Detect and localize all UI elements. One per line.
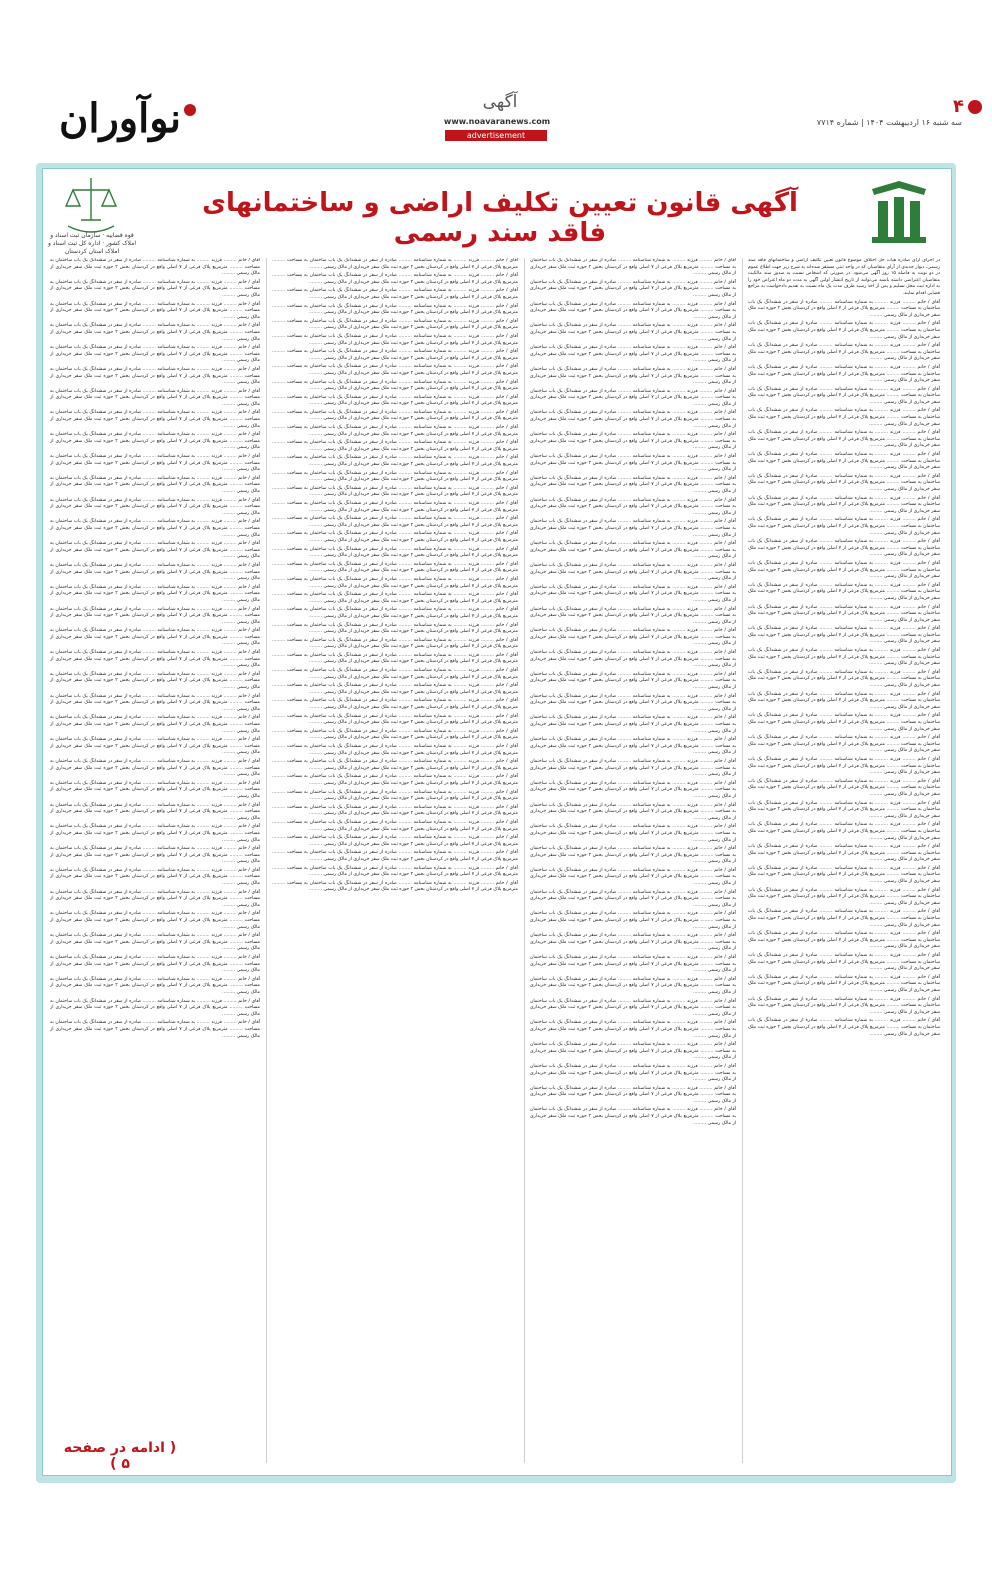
notice-entry: آقای / خانم ......... فرزند ......... به شماره شناسنامه ......... صادره از سقز در ششدانگ یک باب ساختمان به مساحت ......... مترمربع پلاک فرعی از ۷ اصلی واقع در کردستان بخش ۲ حوزه ثبت ملک سقز خریداری از مالک رسمی ......... [748,473,940,492]
notice-entry: آقای / خانم ......... فرزند ......... به شماره شناسنامه ......... صادره از سقز در ششدانگ یک باب ساختمان به مساحت ......... مترمربع پلاک فرعی از ۷ اصلی واقع در کردستان بخش ۲ حوزه ثبت ملک سقز خریداری از مالک رسمی ......... [50,802,260,821]
masthead [0,0,992,150]
notice-entry: آقای / خانم ......... فرزند ......... به شماره شناسنامه ......... صادره از سقز در ششدانگ یک باب ساختمان به مساحت ......... مترمربع پلاک فرعی از ۷ اصلی واقع در کردستان بخش ۲ حوزه ثبت ملک سقز خریداری از مالک رسمی ......... [272,546,518,559]
notice-entry: آقای / خانم ......... فرزند ......... به شماره شناسنامه ......... صادره از سقز در ششدانگ یک باب ساختمان به مساحت ......... مترمربع پلاک فرعی از ۷ اصلی واقع در کردستان بخش ۲ حوزه ثبت ملک سقز خریداری از مالک رسمی ......... [50,889,260,908]
notice-entry: آقای / خانم ......... فرزند ......... به شماره شناسنامه ......... صادره از سقز در ششدانگ یک باب ساختمان به مساحت ......... مترمربع پلاک فرعی از ۷ اصلی واقع در کردستان بخش ۲ حوزه ثبت ملک سقز خریداری از مالک رسمی ......... [530,323,736,342]
notice-entry: آقای / خانم ......... فرزند ......... به شماره شناسنامه ......... صادره از سقز در ششدانگ یک باب ساختمان به مساحت ......... مترمربع پلاک فرعی از ۷ اصلی واقع در کردستان بخش ۲ حوزه ثبت ملک سقز خریداری از مالک رسمی ......... [748,430,940,449]
notice-entry: آقای / خانم ......... فرزند ......... به شماره شناسنامه ......... صادره از سقز در ششدانگ یک باب ساختمان به مساحت ......... مترمربع پلاک فرعی از ۷ اصلی واقع در کردستان بخش ۲ حوزه ثبت ملک سقز خریداری از مالک رسمی ......... [272,698,518,711]
notice-entry: آقای / خانم ......... فرزند ......... به شماره شناسنامه ......... صادره از سقز در ششدانگ یک باب ساختمان به مساحت ......... مترمربع پلاک فرعی از ۷ اصلی واقع در کردستان بخش ۲ حوزه ثبت ملک سقز خریداری از مالک رسمی ......... [530,889,736,908]
notice-entry: آقای / خانم ......... فرزند ......... به شماره شناسنامه ......... صادره از سقز در ششدانگ یک باب ساختمان به مساحت ......... مترمربع پلاک فرعی از ۷ اصلی واقع در کردستان بخش ۲ حوزه ثبت ملک سقز خریداری از مالک رسمی ......... [530,1020,736,1039]
notice-entry: آقای / خانم ......... فرزند ......... به شماره شناسنامه ......... صادره از سقز در ششدانگ یک باب ساختمان به مساحت ......... مترمربع پلاک فرعی از ۷ اصلی واقع در کردستان بخش ۲ حوزه ثبت ملک سقز خریداری از مالک رسمی ......... [530,867,736,887]
notice-entry: آقای / خانم ......... فرزند ......... به شماره شناسنامه ......... صادره از سقز در ششدانگ یک باب ساختمان به مساحت ......... مترمربع پلاک فرعی از ۷ اصلی واقع در کردستان بخش ۲ حوزه ثبت ملک سقز خریداری از مالک رسمی ......... [50,475,260,494]
advertisement-label: advertisement [445,130,547,141]
notice-entry: آقای / خانم ......... فرزند ......... به شماره شناسنامه ......... صادره از سقز در ششدانگ یک باب ساختمان به مساحت ......... مترمربع پلاک فرعی از ۷ اصلی واقع در کردستان بخش ۲ حوزه ثبت ملک سقز خریداری از مالک رسمی ......... [530,519,736,538]
notice-entry: آقای / خانم ......... فرزند ......... به شماره شناسنامه ......... صادره از سقز در ششدانگ یک باب ساختمان به مساحت ......... مترمربع پلاک فرعی از ۷ اصلی واقع در کردستان بخش ۲ حوزه ثبت ملک سقز خریداری از مالک رسمی ......... [50,867,260,887]
notice-entry: آقای / خانم ......... فرزند ......... به شماره شناسنامه ......... صادره از سقز در ششدانگ یک باب ساختمان به مساحت ......... مترمربع پلاک فرعی از ۷ اصلی واقع در کردستان بخش ۲ حوزه ثبت ملک سقز خریداری از مالک رسمی ......... [272,409,518,422]
notice-column-3 [272,258,518,1468]
website-url[interactable]: www.noavaranews.com [443,117,551,126]
notice-entry: آقای / خانم ......... فرزند ......... به شماره شناسنامه ......... صادره از سقز در ششدانگ یک باب ساختمان به مساحت ......... مترمربع پلاک فرعی از ۷ اصلی واقع در کردستان بخش ۲ حوزه ثبت ملک سقز خریداری از مالک رسمی ......... [748,604,940,623]
notice-entry: آقای / خانم ......... فرزند ......... به شماره شناسنامه ......... صادره از سقز در ششدانگ یک باب ساختمان به مساحت ......... مترمربع پلاک فرعی از ۷ اصلی واقع در کردستان بخش ۲ حوزه ثبت ملک سقز خریداری از مالک رسمی ......... [50,388,260,407]
notice-entry: آقای / خانم ......... فرزند ......... به شماره شناسنامه ......... صادره از سقز در ششدانگ یک باب ساختمان به مساحت ......... مترمربع پلاک فرعی از ۷ اصلی واقع در کردستان بخش ۲ حوزه ثبت ملک سقز خریداری از مالک رسمی ......... [530,454,736,473]
notice-entry: آقای / خانم ......... فرزند ......... به شماره شناسنامه ......... صادره از سقز در ششدانگ یک باب ساختمان به مساحت ......... مترمربع پلاک فرعی از ۷ اصلی واقع در کردستان بخش ۲ حوزه ثبت ملک سقز خریداری از مالک رسمی ......... [50,758,260,778]
notice-entry: آقای / خانم ......... فرزند ......... به شماره شناسنامه ......... صادره از سقز در ششدانگ یک باب ساختمان به مساحت ......... مترمربع پلاک فرعی از ۷ اصلی واقع در کردستان بخش ۲ حوزه ثبت ملک سقز خریداری از مالک رسمی ......... [272,865,518,878]
notice-entry: آقای / خانم ......... فرزند ......... به شماره شناسنامه ......... صادره از سقز در ششدانگ یک باب ساختمان به مساحت ......... مترمربع پلاک فرعی از ۷ اصلی واقع در کردستان بخش ۲ حوزه ثبت ملک سقز خریداری از مالک رسمی ......... [50,454,260,473]
notice-entry: آقای / خانم ......... فرزند ......... به شماره شناسنامه ......... صادره از سقز در ششدانگ یک باب ساختمان به مساحت ......... مترمربع پلاک فرعی از ۷ اصلی واقع در کردستان بخش ۲ حوزه ثبت ملک سقز خریداری از مالک رسمی ......... [530,301,736,320]
notice-entry: آقای / خانم ......... فرزند ......... به شماره شناسنامه ......... صادره از سقز در ششدانگ یک باب ساختمان به مساحت ......... مترمربع پلاک فرعی از ۷ اصلی واقع در کردستان بخش ۲ حوزه ثبت ملک سقز خریداری از مالک رسمی ......... [530,1042,736,1061]
notice-entry: آقای / خانم ......... فرزند ......... به شماره شناسنامه ......... صادره از سقز در ششدانگ یک باب ساختمان به مساحت ......... مترمربع پلاک فرعی از ۷ اصلی واقع در کردستان بخش ۲ حوزه ثبت ملک سقز خریداری از مالک رسمی ......... [530,410,736,429]
notice-entry: آقای / خانم ......... فرزند ......... به شماره شناسنامه ......... صادره از سقز در ششدانگ یک باب ساختمان به مساحت ......... مترمربع پلاک فرعی از ۷ اصلی واقع در کردستان بخش ۲ حوزه ثبت ملک سقز خریداری از مالک رسمی ......... [272,576,518,589]
notice-entry: آقای / خانم ......... فرزند ......... به شماره شناسنامه ......... صادره از سقز در ششدانگ یک باب ساختمان به مساحت ......... مترمربع پلاک فرعی از ۷ اصلی واقع در کردستان بخش ۲ حوزه ثبت ملک سقز خریداری از مالک رسمی ......... [272,425,518,437]
notice-entry: آقای / خانم ......... فرزند ......... به شماره شناسنامه ......... صادره از سقز در ششدانگ یک باب ساختمان به مساحت ......... مترمربع پلاک فرعی از ۷ اصلی واقع در کردستان بخش ۲ حوزه ثبت ملک سقز خریداری از مالک رسمی ......... [272,789,518,802]
notice-entry: آقای / خانم ......... فرزند ......... به شماره شناسنامه ......... صادره از سقز در ششدانگ یک باب ساختمان به مساحت ......... مترمربع پلاک فرعی از ۷ اصلی واقع در کردستان بخش ۲ حوزه ثبت ملک سقز خریداری از مالک رسمی ......... [530,955,736,974]
notice-entry: آقای / خانم ......... فرزند ......... به شماره شناسنامه ......... صادره از سقز در ششدانگ یک باب ساختمان به مساحت ......... مترمربع پلاک فرعی از ۷ اصلی واقع در کردستان بخش ۲ حوزه ثبت ملک سقز خریداری از مالک رسمی ......... [530,846,736,865]
notice-entry: آقای / خانم ......... فرزند ......... به شماره شناسنامه ......... صادره از سقز در ششدانگ یک باب ساختمان به مساحت ......... مترمربع پلاک فرعی از ۷ اصلی واقع در کردستان بخش ۲ حوزه ثبت ملک سقز خریداری از مالک رسمی ......... [748,321,940,340]
notice-entry: آقای / خانم ......... فرزند ......... به شماره شناسنامه ......... صادره از سقز در ششدانگ یک باب ساختمان به مساحت ......... مترمربع پلاک فرعی از ۷ اصلی واقع در کردستان بخش ۲ حوزه ثبت ملک سقز خریداری از مالک رسمی ......... [530,671,736,691]
notice-entry: آقای / خانم ......... فرزند ......... به شماره شناسنامه ......... صادره از سقز در ششدانگ یک باب ساختمان به مساحت ......... مترمربع پلاک فرعی از ۷ اصلی واقع در کردستان بخش ۲ حوزه ثبت ملک سقز خریداری از مالک رسمی ......... [530,911,736,930]
notice-entry: آقای / خانم ......... فرزند ......... به شماره شناسنامه ......... صادره از سقز در ششدانگ یک باب ساختمان به مساحت ......... مترمربع پلاک فرعی از ۷ اصلی واقع در کردستان بخش ۲ حوزه ثبت ملک سقز خریداری از مالک رسمی ......... [530,998,736,1017]
notice-entry: آقای / خانم ......... فرزند ......... به شماره شناسنامه ......... صادره از سقز در ششدانگ یک باب ساختمان به مساحت ......... مترمربع پلاک فرعی از ۷ اصلی واقع در کردستان بخش ۲ حوزه ثبت ملک سقز خریداری از مالک رسمی ......... [272,759,518,771]
notice-entry: آقای / خانم ......... فرزند ......... به شماره شناسنامه ......... صادره از سقز در ششدانگ یک باب ساختمان به مساحت ......... مترمربع پلاک فرعی از ۷ اصلی واقع در کردستان بخش ۲ حوزه ثبت ملک سقز خریداری از مالک رسمی ......... [50,432,260,451]
notice-entry: آقای / خانم ......... فرزند ......... به شماره شناسنامه ......... صادره از سقز در ششدانگ یک باب ساختمان به مساحت ......... مترمربع پلاک فرعی از ۷ اصلی واقع در کردستان بخش ۲ حوزه ثبت ملک سقز خریداری از مالک رسمی ......... [530,345,736,364]
notice-entry: آقای / خانم ......... فرزند ......... به شماره شناسنامه ......... صادره از سقز در ششدانگ یک باب ساختمان به مساحت ......... مترمربع پلاک فرعی از ۷ اصلی واقع در کردستان بخش ۲ حوزه ثبت ملک سقز خریداری از مالک رسمی ......... [272,273,518,285]
notice-entry: آقای / خانم ......... فرزند ......... به شماره شناسنامه ......... صادره از سقز در ششدانگ یک باب ساختمان به مساحت ......... مترمربع پلاک فرعی از ۷ اصلی واقع در کردستان بخش ۲ حوزه ثبت ملک سقز خریداری از مالک رسمی ......... [530,758,736,778]
notice-entry: آقای / خانم ......... فرزند ......... به شماره شناسنامه ......... صادره از سقز در ششدانگ یک باب ساختمان به مساحت ......... مترمربع پلاک فرعی از ۷ اصلی واقع در کردستان بخش ۲ حوزه ثبت ملک سقز خریداری از مالک رسمی ......... [50,366,260,386]
notice-entry: آقای / خانم ......... فرزند ......... به شماره شناسنامه ......... صادره از سقز در ششدانگ یک باب ساختمان به مساحت ......... مترمربع پلاک فرعی از ۷ اصلی واقع در کردستان بخش ۲ حوزه ثبت ملک سقز خریداری از مالک رسمی ......... [530,258,736,277]
organization-caption: قوه قضاییه · سازمان ثبت اسناد و املاک کشور · اداره کل ثبت اسناد و املاک استان کردستان [47,232,137,255]
notice-entry: آقای / خانم ......... فرزند ......... به شماره شناسنامه ......... صادره از سقز در ششدانگ یک باب ساختمان به مساحت ......... مترمربع پلاک فرعی از ۷ اصلی واقع در کردستان بخش ۲ حوزه ثبت ملک سقز خریداری از مالک رسمی ......... [748,560,940,580]
notice-entry: آقای / خانم ......... فرزند ......... به شماره شناسنامه ......... صادره از سقز در ششدانگ یک باب ساختمان به مساحت ......... مترمربع پلاک فرعی از ۷ اصلی واقع در کردستان بخش ۲ حوزه ثبت ملک سقز خریداری از مالک رسمی ......... [50,693,260,712]
notice-entry: آقای / خانم ......... فرزند ......... به شماره شناسنامه ......... صادره از سقز در ششدانگ یک باب ساختمان به مساحت ......... مترمربع پلاک فرعی از ۷ اصلی واقع در کردستان بخش ۲ حوزه ثبت ملک سقز خریداری از مالک رسمی ......... [272,485,518,498]
notice-entry: آقای / خانم ......... فرزند ......... به شماره شناسنامه ......... صادره از سقز در ششدانگ یک باب ساختمان به مساحت ......... مترمربع پلاک فرعی از ۷ اصلی واقع در کردستان بخش ۲ حوزه ثبت ملک سقز خریداری از مالک رسمی ......... [748,996,940,1015]
notice-column-2 [530,258,736,1468]
notice-entry: آقای / خانم ......... فرزند ......... به شماره شناسنامه ......... صادره از سقز در ششدانگ یک باب ساختمان به مساحت ......... مترمربع پلاک فرعی از ۷ اصلی واقع در کردستان بخش ۲ حوزه ثبت ملک سقز خریداری از مالک رسمی ......... [748,582,940,601]
notice-entry: آقای / خانم ......... فرزند ......... به شماره شناسنامه ......... صادره از سقز در ششدانگ یک باب ساختمان به مساحت ......... مترمربع پلاک فرعی از ۷ اصلی واقع در کردستان بخش ۲ حوزه ثبت ملک سقز خریداری از مالک رسمی ......... [748,299,940,318]
notice-entry: آقای / خانم ......... فرزند ......... به شماره شناسنامه ......... صادره از سقز در ششدانگ یک باب ساختمان به مساحت ......... مترمربع پلاک فرعی از ۷ اصلی واقع در کردستان بخش ۲ حوزه ثبت ملک سقز خریداری از مالک رسمی ......... [50,279,260,298]
notice-entry: آقای / خانم ......... فرزند ......... به شماره شناسنامه ......... صادره از سقز در ششدانگ یک باب ساختمان به مساحت ......... مترمربع پلاک فرعی از ۷ اصلی واقع در کردستان بخش ۲ حوزه ثبت ملک سقز خریداری از مالک رسمی ......... [748,953,940,972]
notice-entry: آقای / خانم ......... فرزند ......... به شماره شناسنامه ......... صادره از سقز در ششدانگ یک باب ساختمان به مساحت ......... مترمربع پلاک فرعی از ۷ اصلی واقع در کردستان بخش ۲ حوزه ثبت ملک سقز خریداری از مالک رسمی ......... [748,887,940,906]
notice-entry: آقای / خانم ......... فرزند ......... به شماره شناسنامه ......... صادره از سقز در ششدانگ یک باب ساختمان به مساحت ......... مترمربع پلاک فرعی از ۷ اصلی واقع در کردستان بخش ۲ حوزه ثبت ملک سقز خریداری از مالک رسمی ......... [748,778,940,797]
notice-entry: آقای / خانم ......... فرزند ......... به شماره شناسنامه ......... صادره از سقز در ششدانگ یک باب ساختمان به مساحت ......... مترمربع پلاک فرعی از ۷ اصلی واقع در کردستان بخش ۲ حوزه ثبت ملک سقز خریداری از مالک رسمی ......... [530,1063,736,1083]
notice-entry: آقای / خانم ......... فرزند ......... به شماره شناسنامه ......... صادره از سقز در ششدانگ یک باب ساختمان به مساحت ......... مترمربع پلاک فرعی از ۷ اصلی واقع در کردستان بخش ۲ حوزه ثبت ملک سقز خریداری از مالک رسمی ......... [50,606,260,625]
continued-on-page-label: ( ادامه در صفحه ۵ ) [63,1440,177,1472]
notice-entry: آقای / خانم ......... فرزند ......... به شماره شناسنامه ......... صادره از سقز در ششدانگ یک باب ساختمان به مساحت ......... مترمربع پلاک فرعی از ۷ اصلی واقع در کردستان بخش ۲ حوزه ثبت ملک سقز خریداری از مالک رسمی ......... [272,622,518,635]
notice-entry: آقای / خانم ......... فرزند ......... به شماره شناسنامه ......... صادره از سقز در ششدانگ یک باب ساختمان به مساحت ......... مترمربع پلاک فرعی از ۷ اصلی واقع در کردستان بخش ۲ حوزه ثبت ملک سقز خریداری از مالک رسمی ......... [50,628,260,647]
notice-entry: آقای / خانم ......... فرزند ......... به شماره شناسنامه ......... صادره از سقز در ششدانگ یک باب ساختمان به مساحت ......... مترمربع پلاک فرعی از ۷ اصلی واقع در کردستان بخش ۲ حوزه ثبت ملک سقز خریداری از مالک رسمی ......... [50,410,260,429]
notice-entry: آقای / خانم ......... فرزند ......... به شماره شناسنامه ......... صادره از سقز در ششدانگ یک باب ساختمان به مساحت ......... مترمربع پلاک فرعی از ۷ اصلی واقع در کردستان بخش ۲ حوزه ثبت ملک سقز خریداری از مالک رسمی ......... [50,323,260,342]
notice-entry: آقای / خانم ......... فرزند ......... به شماره شناسنامه ......... صادره از سقز در ششدانگ یک باب ساختمان به مساحت ......... مترمربع پلاک فرعی از ۷ اصلی واقع در کردستان بخش ۲ حوزه ثبت ملک سقز خریداری از مالک رسمی ......... [272,744,518,756]
notice-entry: آقای / خانم ......... فرزند ......... به شماره شناسنامه ......... صادره از سقز در ششدانگ یک باب ساختمان به مساحت ......... مترمربع پلاک فرعی از ۷ اصلی واقع در کردستان بخش ۲ حوزه ثبت ملک سقز خریداری از مالک رسمی ......... [272,804,518,817]
notice-entry: آقای / خانم ......... فرزند ......... به شماره شناسنامه ......... صادره از سقز در ششدانگ یک باب ساختمان به مساحت ......... مترمربع پلاک فرعی از ۷ اصلی واقع در کردستان بخش ۲ حوزه ثبت ملک سقز خریداری از مالک رسمی ......... [50,258,260,277]
notice-entry: آقای / خانم ......... فرزند ......... به شماره شناسنامه ......... صادره از سقز در ششدانگ یک باب ساختمان به مساحت ......... مترمربع پلاک فرعی از ۷ اصلی واقع در کردستان بخش ۲ حوزه ثبت ملک سقز خریداری از مالک رسمی ......... [50,998,260,1017]
notice-entry: آقای / خانم ......... فرزند ......... به شماره شناسنامه ......... صادره از سقز در ششدانگ یک باب ساختمان به مساحت ......... مترمربع پلاک فرعی از ۷ اصلی واقع در کردستان بخش ۲ حوزه ثبت ملک سقز خریداری از مالک رسمی ......... [530,562,736,582]
notice-entry: آقای / خانم ......... فرزند ......... به شماره شناسنامه ......... صادره از سقز در ششدانگ یک باب ساختمان به مساحت ......... مترمربع پلاک فرعی از ۷ اصلی واقع در کردستان بخش ۲ حوزه ثبت ملک سقز خریداری از مالک رسمی ......... [272,652,518,665]
notice-entry: آقای / خانم ......... فرزند ......... به شماره شناسنامه ......... صادره از سقز در ششدانگ یک باب ساختمان به مساحت ......... مترمربع پلاک فرعی از ۷ اصلی واقع در کردستان بخش ۲ حوزه ثبت ملک سقز خریداری از مالک رسمی ......... [530,497,736,516]
notice-entry: آقای / خانم ......... فرزند ......... به شماره شناسنامه ......... صادره از سقز در ششدانگ یک باب ساختمان به مساحت ......... مترمربع پلاک فرعی از ۷ اصلی واقع در کردستان بخش ۲ حوزه ثبت ملک سقز خریداری از مالک رسمی ......... [50,650,260,669]
notice-entry: آقای / خانم ......... فرزند ......... به شماره شناسنامه ......... صادره از سقز در ششدانگ یک باب ساختمان به مساحت ......... مترمربع پلاک فرعی از ۷ اصلی واقع در کردستان بخش ۲ حوزه ثبت ملک سقز خریداری از مالک رسمی ......... [272,379,518,392]
notice-entry: آقای / خانم ......... فرزند ......... به شماره شناسنامه ......... صادره از سقز در ششدانگ یک باب ساختمان به مساحت ......... مترمربع پلاک فرعی از ۷ اصلی واقع در کردستان بخش ۲ حوزه ثبت ملک سقز خریداری از مالک رسمی ......... [530,802,736,821]
notice-entry: آقای / خانم ......... فرزند ......... به شماره شناسنامه ......... صادره از سقز در ششدانگ یک باب ساختمان به مساحت ......... مترمربع پلاک فرعی از ۷ اصلی واقع در کردستان بخش ۲ حوزه ثبت ملک سقز خریداری از مالک رسمی ......... [272,349,518,361]
notice-entry: آقای / خانم ......... فرزند ......... به شماره شناسنامه ......... صادره از سقز در ششدانگ یک باب ساختمان به مساحت ......... مترمربع پلاک فرعی از ۷ اصلی واقع در کردستان بخش ۲ حوزه ثبت ملک سقز خریداری از مالک رسمی ......... [272,683,518,695]
notice-entry: آقای / خانم ......... فرزند ......... به شماره شناسنامه ......... صادره از سقز در ششدانگ یک باب ساختمان به مساحت ......... مترمربع پلاک فرعی از ۷ اصلی واقع در کردستان بخش ۲ حوزه ثبت ملک سقز خریداری از مالک رسمی ......... [272,668,518,680]
notice-entry: آقای / خانم ......... فرزند ......... به شماره شناسنامه ......... صادره از سقز در ششدانگ یک باب ساختمان به مساحت ......... مترمربع پلاک فرعی از ۷ اصلی واقع در کردستان بخش ۲ حوزه ثبت ملک سقز خریداری از مالک رسمی ......... [272,258,518,270]
notice-entry: آقای / خانم ......... فرزند ......... به شماره شناسنامه ......... صادره از سقز در ششدانگ یک باب ساختمان به مساحت ......... مترمربع پلاک فرعی از ۷ اصلی واقع در کردستان بخش ۲ حوزه ثبت ملک سقز خریداری از مالک رسمی ......... [530,737,736,756]
notice-entry: آقای / خانم ......... فرزند ......... به شماره شناسنامه ......... صادره از سقز در ششدانگ یک باب ساختمان به مساحت ......... مترمربع پلاک فرعی از ۷ اصلی واقع در کردستان بخش ۲ حوزه ثبت ملک سقز خریداری از مالک رسمی ......... [748,648,940,667]
notice-entry: آقای / خانم ......... فرزند ......... به شماره شناسنامه ......... صادره از سقز در ششدانگ یک باب ساختمان به مساحت ......... مترمربع پلاک فرعی از ۷ اصلی واقع در کردستان بخش ۲ حوزه ثبت ملک سقز خریداری از مالک رسمی ......... [530,1107,736,1126]
notice-entry: آقای / خانم ......... فرزند ......... به شماره شناسنامه ......... صادره از سقز در ششدانگ یک باب ساختمان به مساحت ......... مترمربع پلاک فرعی از ۷ اصلی واقع در کردستان بخش ۲ حوزه ثبت ملک سقز خریداری از مالک رسمی ......... [748,364,940,384]
notice-entry: آقای / خانم ......... فرزند ......... به شماره شناسنامه ......... صادره از سقز در ششدانگ یک باب ساختمان به مساحت ......... مترمربع پلاک فرعی از ۷ اصلی واقع در کردستان بخش ۲ حوزه ثبت ملک سقز خریداری از مالک رسمی ......... [748,865,940,885]
notice-entry: آقای / خانم ......... فرزند ......... به شماره شناسنامه ......... صادره از سقز در ششدانگ یک باب ساختمان به مساحت ......... مترمربع پلاک فرعی از ۷ اصلی واقع در کردستان بخش ۲ حوزه ثبت ملک سقز خریداری از مالک رسمی ......... [50,737,260,756]
notice-entry: آقای / خانم ......... فرزند ......... به شماره شناسنامه ......... صادره از سقز در ششدانگ یک باب ساختمان به مساحت ......... مترمربع پلاک فرعی از ۷ اصلی واقع در کردستان بخش ۲ حوزه ثبت ملک سقز خریداری از مالک رسمی ......... [748,974,940,993]
notice-column-1 [748,258,940,1468]
notice-entry: آقای / خانم ......... فرزند ......... به شماره شناسنامه ......... صادره از سقز در ششدانگ یک باب ساختمان به مساحت ......... مترمربع پلاک فرعی از ۷ اصلی واقع در کردستان بخش ۲ حوزه ثبت ملک سقز خریداری از مالک رسمی ......... [50,824,260,843]
notice-entry: آقای / خانم ......... فرزند ......... به شماره شناسنامه ......... صادره از سقز در ششدانگ یک باب ساختمان به مساحت ......... مترمربع پلاک فرعی از ۷ اصلی واقع در کردستان بخش ۲ حوزه ثبت ملک سقز خریداری از مالک رسمی ......... [272,470,518,483]
notice-entry: آقای / خانم ......... فرزند ......... به شماره شناسنامه ......... صادره از سقز در ششدانگ یک باب ساختمان به مساحت ......... مترمربع پلاک فرعی از ۷ اصلی واقع در کردستان بخش ۲ حوزه ثبت ملک سقز خریداری از مالک رسمی ......... [530,933,736,952]
noavaran-logo-icon [30,88,210,148]
notice-entry: آقای / خانم ......... فرزند ......... به شماره شناسنامه ......... صادره از سقز در ششدانگ یک باب ساختمان به مساحت ......... مترمربع پلاک فرعی از ۷ اصلی واقع در کردستان بخش ۲ حوزه ثبت ملک سقز خریداری از مالک رسمی ......... [748,408,940,427]
column-divider [524,258,525,1463]
notice-entry: آقای / خانم ......... فرزند ......... به شماره شناسنامه ......... صادره از سقز در ششدانگ یک باب ساختمان به مساحت ......... مترمربع پلاک فرعی از ۷ اصلی واقع در کردستان بخش ۲ حوزه ثبت ملک سقز خریداری از مالک رسمی ......... [748,822,940,841]
notice-entry: آقای / خانم ......... فرزند ......... به شماره شناسنامه ......... صادره از سقز در ششدانگ یک باب ساختمان به مساحت ......... مترمربع پلاک فرعی از ۷ اصلی واقع در کردستان بخش ۲ حوزه ثبت ملک سقز خریداری از مالک رسمی ......... [272,880,518,893]
page-dot-icon [968,100,982,114]
notice-entry: آقای / خانم ......... فرزند ......... به شماره شناسنامه ......... صادره از سقز در ششدانگ یک باب ساختمان به مساحت ......... مترمربع پلاک فرعی از ۷ اصلی واقع در کردستان بخش ۲ حوزه ثبت ملک سقز خریداری از مالک رسمی ......... [530,976,736,995]
notice-entry: آقای / خانم ......... فرزند ......... به شماره شناسنامه ......... صادره از سقز در ششدانگ یک باب ساختمان به مساحت ......... مترمربع پلاک فرعی از ۷ اصلی واقع در کردستان بخش ۲ حوزه ثبت ملک سقز خریداری از مالک رسمی ......... [748,713,940,732]
notice-entry: آقای / خانم ......... فرزند ......... به شماره شناسنامه ......... صادره از سقز در ششدانگ یک باب ساختمان به مساحت ......... مترمربع پلاک فرعی از ۷ اصلی واقع در کردستان بخش ۲ حوزه ثبت ملک سقز خریداری از مالک رسمی ......... [50,933,260,952]
notice-entry: آقای / خانم ......... فرزند ......... به شماره شناسنامه ......... صادره از سقز در ششدانگ یک باب ساختمان به مساحت ......... مترمربع پلاک فرعی از ۷ اصلی واقع در کردستان بخش ۲ حوزه ثبت ملک سقز خریداری از مالک رسمی ......... [50,345,260,364]
notice-entry: آقای / خانم ......... فرزند ......... به شماره شناسنامه ......... صادره از سقز در ششدانگ یک باب ساختمان به مساحت ......... مترمربع پلاک فرعی از ۷ اصلی واقع در کردستان بخش ۲ حوزه ثبت ملک سقز خریداری از مالک رسمی ......... [530,366,736,386]
notice-intro: در اجرای آرای صادره هیات حل اختلاف موضوع قانون تعیین تکلیف اراضی و ساختمانهای فاقد سند رسمی، دیوار جدیدی از آرای متقاضیان که در واحد ثبتی مستقر شده‌اند به شرح زیر جهت اطلاع عموم در دو نوبت به فاصله ۱۵ روز آگهی می‌شود. در صورتی که اشخاص نسبت به صدور سند مالکیت متقاضیان اعتراضی داشته باشند می‌توانند از تاریخ انتشار اولین آگهی به مدت دو ماه اعتراض خود را به اداره ثبت محل تسلیم و پس از اخذ رسید ظرف مدت یک ماه نسبت به تقدیم دادخواست به مراجع قضایی اقدام نمایند. [748,258,940,296]
notice-entry: آقای / خانم ......... فرزند ......... به شماره شناسنامه ......... صادره از سقز در ششدانگ یک باب ساختمان به مساحت ......... مترمربع پلاک فرعی از ۷ اصلی واقع در کردستان بخش ۲ حوزه ثبت ملک سقز خریداری از مالک رسمی ......... [748,800,940,819]
notice-entry: آقای / خانم ......... فرزند ......... به شماره شناسنامه ......... صادره از سقز در ششدانگ یک باب ساختمان به مساحت ......... مترمربع پلاک فرعی از ۷ اصلی واقع در کردستان بخش ۲ حوزه ثبت ملک سقز خریداری از مالک رسمی ......... [748,735,940,754]
notice-entry: آقای / خانم ......... فرزند ......... به شماره شناسنامه ......... صادره از سقز در ششدانگ یک باب ساختمان به مساحت ......... مترمربع پلاک فرعی از ۷ اصلی واقع در کردستان بخش ۲ حوزه ثبت ملک سقز خریداری از مالک رسمی ......... [272,333,518,346]
notice-entry: آقای / خانم ......... فرزند ......... به شماره شناسنامه ......... صادره از سقز در ششدانگ یک باب ساختمان به مساحت ......... مترمربع پلاک فرعی از ۷ اصلی واقع در کردستان بخش ۲ حوزه ثبت ملک سقز خریداری از مالک رسمی ......... [748,539,940,558]
notice-entry: آقای / خانم ......... فرزند ......... به شماره شناسنامه ......... صادره از سقز در ششدانگ یک باب ساختمان به مساحت ......... مترمربع پلاک فرعی از ۷ اصلی واقع در کردستان بخش ۲ حوزه ثبت ملک سقز خریداری از مالک رسمی ......... [50,780,260,799]
notice-entry: آقای / خانم ......... فرزند ......... به شماره شناسنامه ......... صادره از سقز در ششدانگ یک باب ساختمان به مساحت ......... مترمربع پلاک فرعی از ۷ اصلی واقع در کردستان بخش ۲ حوزه ثبت ملک سقز خریداری از مالک رسمی ......... [748,452,940,471]
notice-entry: آقای / خانم ......... فرزند ......... به شماره شناسنامه ......... صادره از سقز در ششدانگ یک باب ساختمان به مساحت ......... مترمربع پلاک فرعی از ۷ اصلی واقع در کردستان بخش ۲ حوزه ثبت ملک سقز خریداری از مالک رسمی ......... [272,531,518,543]
notice-entry: آقای / خانم ......... فرزند ......... به شماره شناسنامه ......... صادره از سقز در ششدانگ یک باب ساختمان به مساحت ......... مترمربع پلاک فرعی از ۷ اصلی واقع در کردستان بخش ۲ حوزه ثبت ملک سقز خریداری از مالک رسمی ......... [272,713,518,726]
notice-entry: آقای / خانم ......... فرزند ......... به شماره شناسنامه ......... صادره از سقز در ششدانگ یک باب ساختمان به مساحت ......... مترمربع پلاک فرعی از ۷ اصلی واقع در کردستان بخش ۲ حوزه ثبت ملک سقز خریداری از مالک رسمی ......... [50,846,260,865]
notice-entry: آقای / خانم ......... فرزند ......... به شماره شناسنامه ......... صادره از سقز در ششدانگ یک باب ساختمان به مساحت ......... مترمربع پلاک فرعی از ۷ اصلی واقع در کردستان بخش ۲ حوزه ثبت ملک سقز خریداری از مالک رسمی ......... [530,388,736,407]
notice-entry: آقای / خانم ......... فرزند ......... به شماره شناسنامه ......... صادره از سقز در ششدانگ یک باب ساختمان به مساحت ......... مترمربع پلاک فرعی از ۷ اصلی واقع در کردستان بخش ۲ حوزه ثبت ملک سقز خریداری از مالک رسمی ......... [748,844,940,863]
notice-entry: آقای / خانم ......... فرزند ......... به شماره شناسنامه ......... صادره از سقز در ششدانگ یک باب ساختمان به مساحت ......... مترمربع پلاک فرعی از ۷ اصلی واقع در کردستان بخش ۲ حوزه ثبت ملک سقز خریداری از مالک رسمی ......... [50,497,260,516]
notice-entry: آقای / خانم ......... فرزند ......... به شماره شناسنامه ......... صادره از سقز در ششدانگ یک باب ساختمان به مساحت ......... مترمربع پلاک فرعی از ۷ اصلی واقع در کردستان بخش ۲ حوزه ثبت ملک سقز خریداری از مالک رسمی ......... [530,541,736,560]
notice-entry: آقای / خانم ......... فرزند ......... به شماره شناسنامه ......... صادره از سقز در ششدانگ یک باب ساختمان به مساحت ......... مترمربع پلاک فرعی از ۷ اصلی واقع در کردستان بخش ۲ حوزه ثبت ملک سقز خریداری از مالک رسمی ......... [748,343,940,362]
notice-entry: آقای / خانم ......... فرزند ......... به شماره شناسنامه ......... صادره از سقز در ششدانگ یک باب ساختمان به مساحت ......... مترمربع پلاک فرعی از ۷ اصلی واقع در کردستان بخش ۲ حوزه ثبت ملک سقز خریداری از مالک رسمی ......... [272,303,518,316]
notice-entry: آقای / خانم ......... فرزند ......... به شماره شناسنامه ......... صادره از سقز در ششدانگ یک باب ساختمان به مساحت ......... مترمربع پلاک فرعی از ۷ اصلی واقع در کردستان بخش ۲ حوزه ثبت ملک سقز خریداری از مالک رسمی ......... [530,650,736,669]
notice-entry: آقای / خانم ......... فرزند ......... به شماره شناسنامه ......... صادره از سقز در ششدانگ یک باب ساختمان به مساحت ......... مترمربع پلاک فرعی از ۷ اصلی واقع در کردستان بخش ۲ حوزه ثبت ملک سقز خریداری از مالک رسمی ......... [748,756,940,776]
notice-entry: آقای / خانم ......... فرزند ......... به شماره شناسنامه ......... صادره از سقز در ششدانگ یک باب ساختمان به مساحت ......... مترمربع پلاک فرعی از ۷ اصلی واقع در کردستان بخش ۲ حوزه ثبت ملک سقز خریداری از مالک رسمی ......... [50,976,260,995]
notice-entry: آقای / خانم ......... فرزند ......... به شماره شناسنامه ......... صادره از سقز در ششدانگ یک باب ساختمان به مساحت ......... مترمربع پلاک فرعی از ۷ اصلی واقع در کردستان بخش ۲ حوزه ثبت ملک سقز خریداری از مالک رسمی ......... [272,516,518,528]
notice-entry: آقای / خانم ......... فرزند ......... به شماره شناسنامه ......... صادره از سقز در ششدانگ یک باب ساختمان به مساحت ......... مترمربع پلاک فرعی از ۷ اصلی واقع در کردستان بخش ۲ حوزه ثبت ملک سقز خریداری از مالک رسمی ......... [530,584,736,603]
column-divider [742,258,743,1463]
notice-entry: آقای / خانم ......... فرزند ......... به شماره شناسنامه ......... صادره از سقز در ششدانگ یک باب ساختمان به مساحت ......... مترمربع پلاک فرعی از ۷ اصلی واقع در کردستان بخش ۲ حوزه ثبت ملک سقز خریداری از مالک رسمی ......... [530,475,736,494]
registration-organization-logo-icon [858,175,940,247]
notice-entry: آقای / خانم ......... فرزند ......... به شماره شناسنامه ......... صادره از سقز در ششدانگ یک باب ساختمان به مساحت ......... مترمربع پلاک فرعی از ۷ اصلی واقع در کردستان بخش ۲ حوزه ثبت ملک سقز خریداری از مالک رسمی ......... [530,432,736,451]
notice-entry: آقای / خانم ......... فرزند ......... به شماره شناسنامه ......... صادره از سقز در ششدانگ یک باب ساختمان به مساحت ......... مترمربع پلاک فرعی از ۷ اصلی واقع در کردستان بخش ۲ حوزه ثبت ملک سقز خریداری از مالک رسمی ......... [50,562,260,582]
notice-entry: آقای / خانم ......... فرزند ......... به شماره شناسنامه ......... صادره از سقز در ششدانگ یک باب ساختمان به مساحت ......... مترمربع پلاک فرعی از ۷ اصلی واقع در کردستان بخش ۲ حوزه ثبت ملک سقز خریداری از مالک رسمی ......... [530,279,736,298]
notice-entry: آقای / خانم ......... فرزند ......... به شماره شناسنامه ......... صادره از سقز در ششدانگ یک باب ساختمان به مساحت ......... مترمربع پلاک فرعی از ۷ اصلی واقع در کردستان بخش ۲ حوزه ثبت ملک سقز خریداری از مالک رسمی ......... [530,824,736,843]
notice-entry: آقای / خانم ......... فرزند ......... به شماره شناسنامه ......... صادره از سقز در ششدانگ یک باب ساختمان به مساحت ......... مترمربع پلاک فرعی از ۷ اصلی واقع در کردستان بخش ۲ حوزه ثبت ملک سقز خریداری از مالک رسمی ......... [50,541,260,560]
notice-entry: آقای / خانم ......... فرزند ......... به شماره شناسنامه ......... صادره از سقز در ششدانگ یک باب ساختمان به مساحت ......... مترمربع پلاک فرعی از ۷ اصلی واقع در کردستان بخش ۲ حوزه ثبت ملک سقز خریداری از مالک رسمی ......... [272,637,518,650]
notice-entry: آقای / خانم ......... فرزند ......... به شماره شناسنامه ......... صادره از سقز در ششدانگ یک باب ساختمان به مساحت ......... مترمربع پلاک فرعی از ۷ اصلی واقع در کردستان بخش ۲ حوزه ثبت ملک سقز خریداری از مالک رسمی ......... [748,909,940,928]
notice-entry: آقای / خانم ......... فرزند ......... به شماره شناسنامه ......... صادره از سقز در ششدانگ یک باب ساختمان به مساحت ......... مترمربع پلاک فرعی از ۷ اصلی واقع در کردستان بخش ۲ حوزه ثبت ملک سقز خریداری از مالک رسمی ......... [272,455,518,468]
notice-entry: آقای / خانم ......... فرزند ......... به شماره شناسنامه ......... صادره از سقز در ششدانگ یک باب ساختمان به مساحت ......... مترمربع پلاک فرعی از ۷ اصلی واقع در کردستان بخش ۲ حوزه ثبت ملک سقز خریداری از مالک رسمی ......... [50,1020,260,1039]
notice-entry: آقای / خانم ......... فرزند ......... به شماره شناسنامه ......... صادره از سقز در ششدانگ یک باب ساختمان به مساحت ......... مترمربع پلاک فرعی از ۷ اصلی واقع در کردستان بخش ۲ حوزه ثبت ملک سقز خریداری از مالک رسمی ......... [272,561,518,574]
notice-entry: آقای / خانم ......... فرزند ......... به شماره شناسنامه ......... صادره از سقز در ششدانگ یک باب ساختمان به مساحت ......... مترمربع پلاک فرعی از ۷ اصلی واقع در کردستان بخش ۲ حوزه ثبت ملک سقز خریداری از مالک رسمی ......... [272,607,518,619]
notice-entry: آقای / خانم ......... فرزند ......... به شماره شناسنامه ......... صادره از سقز در ششدانگ یک باب ساختمان به مساحت ......... مترمربع پلاک فرعی از ۷ اصلی واقع در کردستان بخش ۲ حوزه ثبت ملک سقز خریداری از مالک رسمی ......... [272,318,518,331]
notice-entry: آقای / خانم ......... فرزند ......... به شماره شناسنامه ......... صادره از سقز در ششدانگ یک باب ساختمان به مساحت ......... مترمربع پلاک فرعی از ۷ اصلی واقع در کردستان بخش ۲ حوزه ثبت ملک سقز خریداری از مالک رسمی ......... [272,774,518,786]
notice-entry: آقای / خانم ......... فرزند ......... به شماره شناسنامه ......... صادره از سقز در ششدانگ یک باب ساختمان به مساحت ......... مترمربع پلاک فرعی از ۷ اصلی واقع در کردستان بخش ۲ حوزه ثبت ملک سقز خریداری از مالک رسمی ......... [530,715,736,734]
page-number: ۴ [953,96,964,117]
notice-entry: آقای / خانم ......... فرزند ......... به شماره شناسنامه ......... صادره از سقز در ششدانگ یک باب ساختمان به مساحت ......... مترمربع پلاک فرعی از ۷ اصلی واقع در کردستان بخش ۲ حوزه ثبت ملک سقز خریداری از مالک رسمی ......... [50,301,260,320]
notice-entry: آقای / خانم ......... فرزند ......... به شماره شناسنامه ......... صادره از سقز در ششدانگ یک باب ساختمان به مساحت ......... مترمربع پلاک فرعی از ۷ اصلی واقع در کردستان بخش ۲ حوزه ثبت ملک سقز خریداری از مالک رسمی ......... [50,584,260,603]
notice-entry: آقای / خانم ......... فرزند ......... به شماره شناسنامه ......... صادره از سقز در ششدانگ یک باب ساختمان به مساحت ......... مترمربع پلاک فرعی از ۷ اصلی واقع در کردستان بخش ۲ حوزه ثبت ملک سقز خریداری از مالک رسمی ......... [530,606,736,625]
notice-entry: آقای / خانم ......... فرزند ......... به شماره شناسنامه ......... صادره از سقز در ششدانگ یک باب ساختمان به مساحت ......... مترمربع پلاک فرعی از ۷ اصلی واقع در کردستان بخش ۲ حوزه ثبت ملک سقز خریداری از مالک رسمی ......... [50,911,260,930]
notice-entry: آقای / خانم ......... فرزند ......... به شماره شناسنامه ......... صادره از سقز در ششدانگ یک باب ساختمان به مساحت ......... مترمربع پلاک فرعی از ۷ اصلی واقع در کردستان بخش ۲ حوزه ثبت ملک سقز خریداری از مالک رسمی ......... [272,288,518,300]
notice-entry: آقای / خانم ......... فرزند ......... به شماره شناسنامه ......... صادره از سقز در ششدانگ یک باب ساختمان به مساحت ......... مترمربع پلاک فرعی از ۷ اصلی واقع در کردستان بخش ۲ حوزه ثبت ملک سقز خریداری از مالک رسمی ......... [272,850,518,862]
column-divider [266,258,267,1463]
notice-entry: آقای / خانم ......... فرزند ......... به شماره شناسنامه ......... صادره از سقز در ششدانگ یک باب ساختمان به مساحت ......... مترمربع پلاک فرعی از ۷ اصلی واقع در کردستان بخش ۲ حوزه ثبت ملک سقز خریداری از مالک رسمی ......... [748,626,940,645]
notice-entry: آقای / خانم ......... فرزند ......... به شماره شناسنامه ......... صادره از سقز در ششدانگ یک باب ساختمان به مساحت ......... مترمربع پلاک فرعی از ۷ اصلی واقع در کردستان بخش ۲ حوزه ثبت ملک سقز خریداری از مالک رسمی ......... [272,501,518,513]
notice-entry: آقای / خانم ......... فرزند ......... به شماره شناسنامه ......... صادره از سقز در ششدانگ یک باب ساختمان به مساحت ......... مترمربع پلاک فرعی از ۷ اصلی واقع در کردستان بخش ۲ حوزه ثبت ملک سقز خریداری از مالک رسمی ......... [530,693,736,712]
notice-entry: آقای / خانم ......... فرزند ......... به شماره شناسنامه ......... صادره از سقز در ششدانگ یک باب ساختمان به مساحت ......... مترمربع پلاک فرعی از ۷ اصلی واقع در کردستان بخش ۲ حوزه ثبت ملک سقز خریداری از مالک رسمی ......... [50,519,260,538]
notice-entry: آقای / خانم ......... فرزند ......... به شماره شناسنامه ......... صادره از سقز در ششدانگ یک باب ساختمان به مساحت ......... مترمربع پلاک فرعی از ۷ اصلی واقع در کردستان بخش ۲ حوزه ثبت ملک سقز خریداری از مالک رسمی ......... [272,364,518,376]
notice-entry: آقای / خانم ......... فرزند ......... به شماره شناسنامه ......... صادره از سقز در ششدانگ یک باب ساختمان به مساحت ......... مترمربع پلاک فرعی از ۷ اصلی واقع در کردستان بخش ۲ حوزه ثبت ملک سقز خریداری از مالک رسمی ......... [748,517,940,536]
notice-entry: آقای / خانم ......... فرزند ......... به شماره شناسنامه ......... صادره از سقز در ششدانگ یک باب ساختمان به مساحت ......... مترمربع پلاک فرعی از ۷ اصلی واقع در کردستان بخش ۲ حوزه ثبت ملک سقز خریداری از مالک رسمی ......... [530,780,736,799]
notice-entry: آقای / خانم ......... فرزند ......... به شماره شناسنامه ......... صادره از سقز در ششدانگ یک باب ساختمان به مساحت ......... مترمربع پلاک فرعی از ۷ اصلی واقع در کردستان بخش ۲ حوزه ثبت ملک سقز خریداری از مالک رسمی ......... [50,715,260,734]
notice-entry: آقای / خانم ......... فرزند ......... به شماره شناسنامه ......... صادره از سقز در ششدانگ یک باب ساختمان به مساحت ......... مترمربع پلاک فرعی از ۷ اصلی واقع در کردستان بخش ۲ حوزه ثبت ملک سقز خریداری از مالک رسمی ......... [272,592,518,604]
notice-entry: آقای / خانم ......... فرزند ......... به شماره شناسنامه ......... صادره از سقز در ششدانگ یک باب ساختمان به مساحت ......... مترمربع پلاک فرعی از ۷ اصلی واقع در کردستان بخش ۲ حوزه ثبت ملک سقز خریداری از مالک رسمی ......... [50,671,260,691]
notice-entry: آقای / خانم ......... فرزند ......... به شماره شناسنامه ......... صادره از سقز در ششدانگ یک باب ساختمان به مساحت ......... مترمربع پلاک فرعی از ۷ اصلی واقع در کردستان بخش ۲ حوزه ثبت ملک سقز خریداری از مالک رسمی ......... [748,386,940,405]
notice-entry: آقای / خانم ......... فرزند ......... به شماره شناسنامه ......... صادره از سقز در ششدانگ یک باب ساختمان به مساحت ......... مترمربع پلاک فرعی از ۷ اصلی واقع در کردستان بخش ۲ حوزه ثبت ملک سقز خریداری از مالک رسمی ......... [530,1085,736,1104]
notice-entry: آقای / خانم ......... فرزند ......... به شماره شناسنامه ......... صادره از سقز در ششدانگ یک باب ساختمان به مساحت ......... مترمربع پلاک فرعی از ۷ اصلی واقع در کردستان بخش ۲ حوزه ثبت ملک سقز خریداری از مالک رسمی ......... [530,628,736,647]
issue-date-line: سه شنبه ۱۶ اردیبهشت ۱۴۰۴ | شماره ۷۷۱۴ [816,118,962,127]
logo-text: نوآوران [58,95,182,142]
notice-entry: آقای / خانم ......... فرزند ......... به شماره شناسنامه ......... صادره از سقز در ششدانگ یک باب ساختمان به مساحت ......... مترمربع پلاک فرعی از ۷ اصلی واقع در کردستان بخش ۲ حوزه ثبت ملک سقز خریداری از مالک رسمی ......... [748,691,940,710]
notice-entry: آقای / خانم ......... فرزند ......... به شماره شناسنامه ......... صادره از سقز در ششدانگ یک باب ساختمان به مساحت ......... مترمربع پلاک فرعی از ۷ اصلی واقع در کردستان بخش ۲ حوزه ثبت ملک سقز خریداری از مالک رسمی ......... [748,1018,940,1037]
notice-entry: آقای / خانم ......... فرزند ......... به شماره شناسنامه ......... صادره از سقز در ششدانگ یک باب ساختمان به مساحت ......... مترمربع پلاک فرعی از ۷ اصلی واقع در کردستان بخش ۲ حوزه ثبت ملک سقز خریداری از مالک رسمی ......... [748,669,940,689]
notice-entry: آقای / خانم ......... فرزند ......... به شماره شناسنامه ......... صادره از سقز در ششدانگ یک باب ساختمان به مساحت ......... مترمربع پلاک فرعی از ۷ اصلی واقع در کردستان بخش ۲ حوزه ثبت ملک سقز خریداری از مالک رسمی ......... [272,819,518,832]
notice-title: آگهی قانون تعیین تکلیف اراضی و ساختمانهای فاقد سند رسمی [202,188,798,248]
notice-entry: آقای / خانم ......... فرزند ......... به شماره شناسنامه ......... صادره از سقز در ششدانگ یک باب ساختمان به مساحت ......... مترمربع پلاک فرعی از ۷ اصلی واقع در کردستان بخش ۲ حوزه ثبت ملک سقز خریداری از مالک رسمی ......... [272,440,518,452]
notice-entry: آقای / خانم ......... فرزند ......... به شماره شناسنامه ......... صادره از سقز در ششدانگ یک باب ساختمان به مساحت ......... مترمربع پلاک فرعی از ۷ اصلی واقع در کردستان بخش ۲ حوزه ثبت ملک سقز خریداری از مالک رسمی ......... [748,495,940,514]
section-title: آگهی [482,92,518,112]
notice-entry: آقای / خانم ......... فرزند ......... به شماره شناسنامه ......... صادره از سقز در ششدانگ یک باب ساختمان به مساحت ......... مترمربع پلاک فرعی از ۷ اصلی واقع در کردستان بخش ۲ حوزه ثبت ملک سقز خریداری از مالک رسمی ......... [50,955,260,974]
notice-entry: آقای / خانم ......... فرزند ......... به شماره شناسنامه ......... صادره از سقز در ششدانگ یک باب ساختمان به مساحت ......... مترمربع پلاک فرعی از ۷ اصلی واقع در کردستان بخش ۲ حوزه ثبت ملک سقز خریداری از مالک رسمی ......... [272,728,518,741]
notice-entry: آقای / خانم ......... فرزند ......... به شماره شناسنامه ......... صادره از سقز در ششدانگ یک باب ساختمان به مساحت ......... مترمربع پلاک فرعی از ۷ اصلی واقع در کردستان بخش ۲ حوزه ثبت ملک سقز خریداری از مالک رسمی ......... [272,835,518,847]
notice-entry: آقای / خانم ......... فرزند ......... به شماره شناسنامه ......... صادره از سقز در ششدانگ یک باب ساختمان به مساحت ......... مترمربع پلاک فرعی از ۷ اصلی واقع در کردستان بخش ۲ حوزه ثبت ملک سقز خریداری از مالک رسمی ......... [748,931,940,950]
notice-column-4 [50,258,260,1416]
notice-entry: آقای / خانم ......... فرزند ......... به شماره شناسنامه ......... صادره از سقز در ششدانگ یک باب ساختمان به مساحت ......... مترمربع پلاک فرعی از ۷ اصلی واقع در کردستان بخش ۲ حوزه ثبت ملک سقز خریداری از مالک رسمی ......... [272,394,518,407]
